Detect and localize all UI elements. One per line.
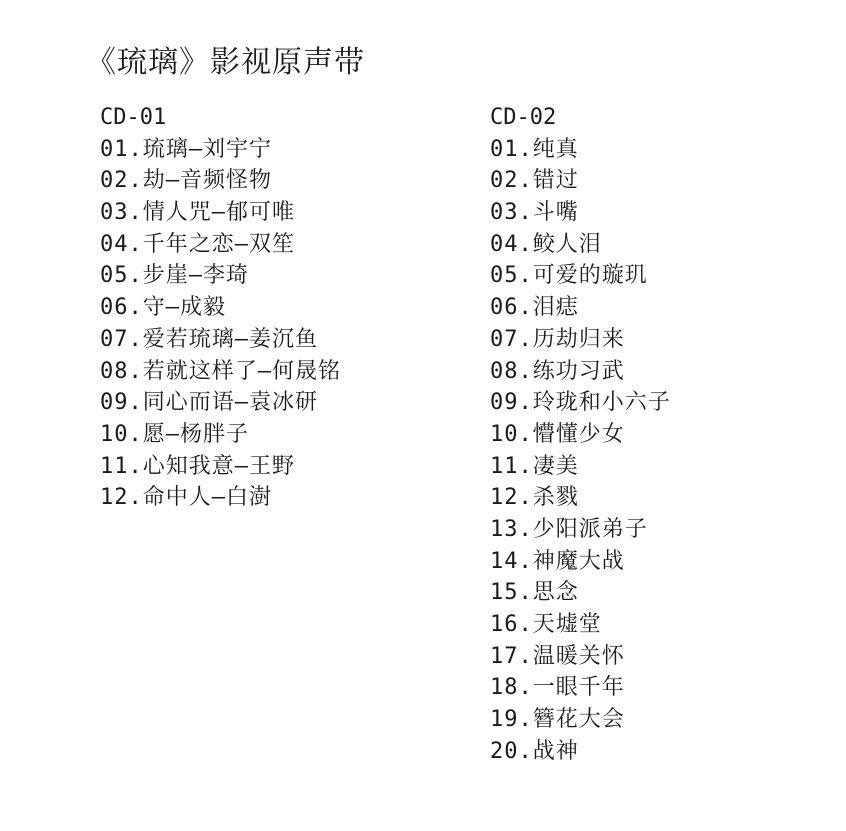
track-item: 10.懵懂少女 [490, 421, 625, 447]
track-item: 01.琉璃—刘宇宁 [100, 136, 272, 162]
track-item: 06.守—成毅 [100, 295, 226, 321]
track-item: 12.命中人—白澍 [100, 485, 272, 511]
track-list [490, 134, 671, 768]
track-item: 01.纯真 [490, 136, 579, 162]
track-item: 08.若就这样了—何晟铭 [100, 358, 341, 384]
track-item: 12.杀戮 [490, 485, 579, 511]
track-item: 07.爱若琉璃—姜沉鱼 [100, 326, 318, 352]
cd-label: CD-01 [100, 105, 167, 130]
track-item: 11.心知我意—王野 [100, 453, 295, 479]
track-item: 04.千年之恋—双笙 [100, 231, 295, 257]
track-item: 04.鲛人泪 [490, 231, 602, 257]
track-item: 16.天墟堂 [490, 612, 602, 637]
track-item: 08.练功习武 [490, 358, 625, 384]
cd-label: CD-02 [490, 105, 557, 130]
cd-01-column [100, 102, 341, 514]
track-item: 19.簪花大会 [490, 707, 625, 733]
track-list [100, 134, 341, 514]
track-item: 15.思念 [490, 580, 579, 606]
track-item: 13.少阳派弟子 [490, 516, 648, 542]
track-item: 10.愿—杨胖子 [100, 421, 249, 447]
page-title: 《琉璃》影视原声带 [86, 45, 365, 80]
track-item: 18.一眼千年 [490, 675, 625, 701]
track-item: 09.玲珑和小六子 [490, 390, 671, 416]
track-item: 05.步崖—李琦 [100, 263, 249, 289]
track-item: 11.凄美 [490, 453, 579, 479]
track-item: 17.温暖关怀 [490, 643, 625, 669]
track-item: 03.斗嘴 [490, 200, 579, 226]
track-item: 20.战神 [490, 738, 579, 764]
track-item: 03.情人咒—郁可唯 [100, 200, 295, 226]
track-item: 02.错过 [490, 168, 579, 194]
track-item: 05.可爱的璇玑 [490, 263, 648, 289]
track-item: 14.神魔大战 [490, 548, 625, 574]
track-item: 09.同心而语—袁冰研 [100, 390, 318, 416]
track-item: 07.历劫归来 [490, 326, 625, 352]
cd-02-column [490, 102, 671, 767]
track-item: 02.劫—音频怪物 [100, 168, 272, 194]
track-item: 06.泪痣 [490, 295, 579, 321]
